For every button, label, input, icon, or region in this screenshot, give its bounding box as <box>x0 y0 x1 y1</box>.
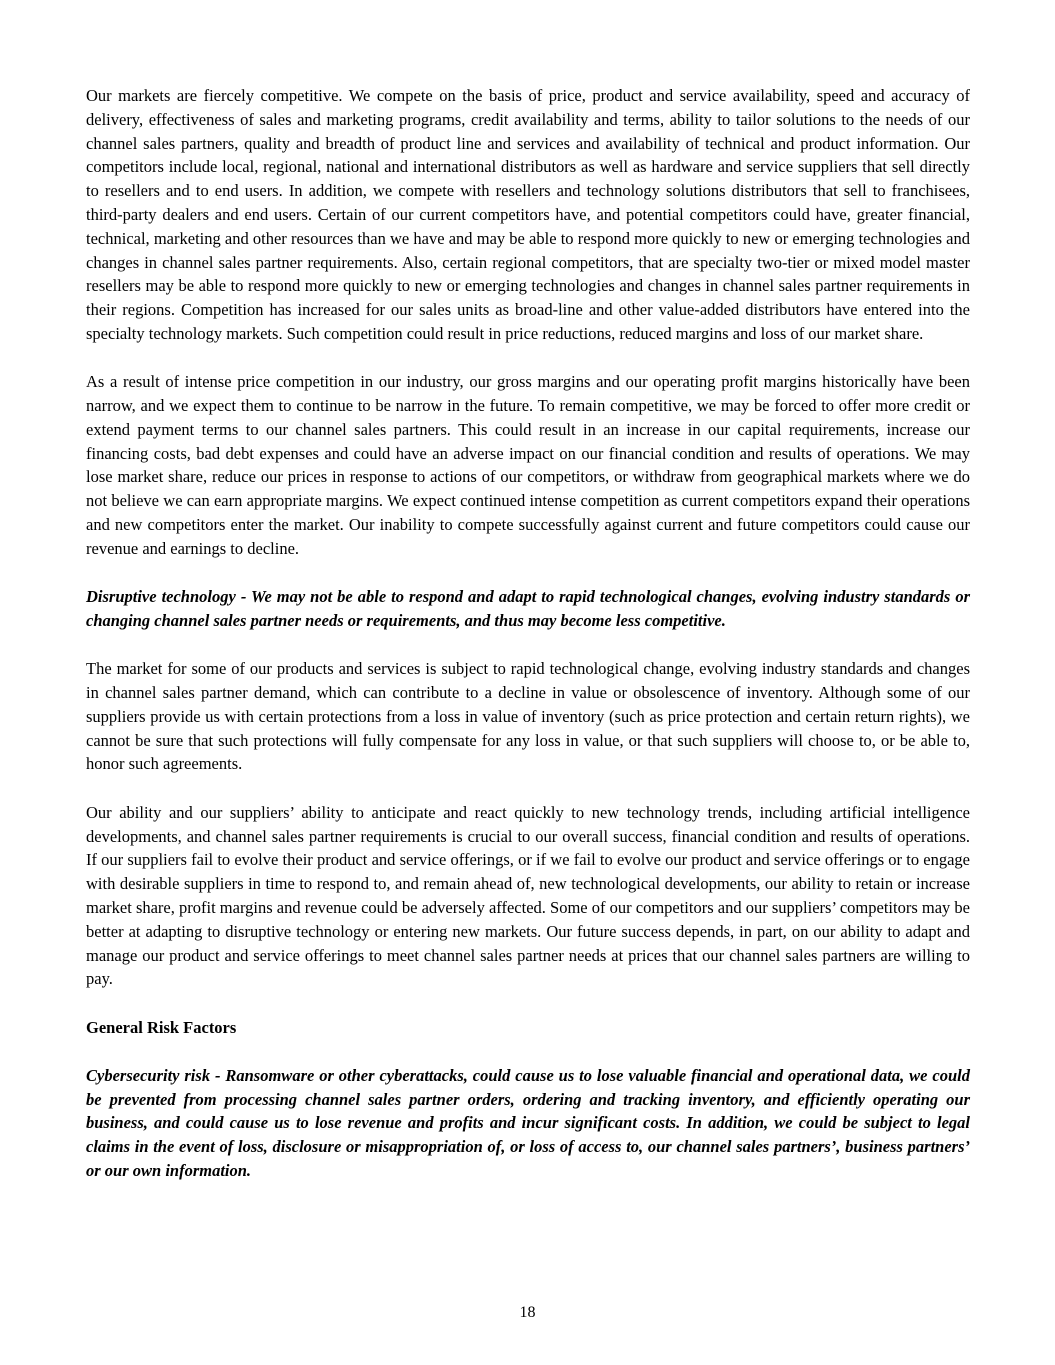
paragraph-supplier-ability: Our ability and our suppliers’ ability to anticipate and react quickly to new technology trends, including artificial intelligence developments, and channel sales partner requirements is crucial to our overall success, financial condition and results of operations. If our suppliers fail to evolve their product and service offerings, or if we fail to evolve our product and service offerings or to engage with desirable suppliers in time to respond to, and remain ahead of, new technological developments, our ability to retain or increase market share, profit margins and revenue could be adversely affected. Some of our competitors and our suppliers’ competitors may be better at adapting to disruptive technology or entering new markets. Our future success depends, in part, on our ability to adapt and manage our product and service offerings to meet channel sales partner needs at prices that our channel sales partners are willing to pay. <box>86 802 970 989</box>
paragraph-technological-change: The market for some of our products and services is subject to rapid technological change, evolving industry standards and changes in channel sales partner demand, which can contribute to a decline in value or obsolescence of inventory. Although some of our suppliers provide us with certain protections from a loss in value of inventory (such as price protection and certain return rights), we cannot be sure that such protections will fully compensate for any loss in value, or that such suppliers will choose to, or be able to, honor such agreements. <box>86 659 970 774</box>
section-heading-general-risk-factors: General Risk Factors <box>86 1017 237 1037</box>
page-number: 18 <box>519 1304 536 1321</box>
paragraph-price-competition: As a result of intense price competition in our industry, our gross margins and our operating profit margins historically have been narrow, and we expect them to continue to be narrow in the future. To remain competitive, we may be forced to offer more credit or extend payment terms to our channel sales partners. This could result in an increase in our capital requirements, increase our financing costs, bad debt expenses and could have an adverse impact on our financial condition and results of operations. We may lose market share, reduce our prices in response to actions of our competitors, or withdraw from geographical markets where we do not believe we can earn appropriate margins. We expect continued intense competition as current competitors expand their operations and new competitors enter the market. Our inability to compete successfully against current and future competitors could cause our revenue and earnings to decline. <box>86 372 970 558</box>
risk-heading-cybersecurity: Cybersecurity risk - Ransomware or other cyberattacks, could cause us to lose valuable financial and operational data, we could be prevented from processing channel sales partner orders, ordering and tracking inventory, and efficiently operating our business, and could cause us to lose revenue and profits and incur significant costs. In addition, we could be subject to legal claims in the event of loss, disclosure or misappropriation of, or loss of access to, our channel sales partners’, business partners’ or our own information. <box>86 1065 970 1181</box>
paragraph-competitive-markets: Our markets are fiercely competitive. We compete on the basis of price, product and service availability, speed and accuracy of delivery, effectiveness of sales and marketing programs, credit availability and terms, ability to tailor solutions to the needs of our channel sales partners, quality and breadth of product line and services and availability of technical and product information. Our competitors include local, regional, national and international distributors as well as hardware and service suppliers that sell directly to resellers and to end users. In addition, we compete with resellers and technology solutions distributors that sell to franchisees, third-party dealers and end users. Certain of our current competitors have, and potential competitors could have, greater financial, technical, marketing and other resources than we have and may be able to respond more quickly to new or emerging technologies and changes in channel sales partner requirements. Also, certain regional competitors, that are specialty two-tier or mixed model master resellers may be able to respond more quickly to new or emerging technologies and changes in channel sales partner requirements in their regions. Competition has increased for our sales units as broad-line and other value-added distributors have entered into the specialty technology markets. Such competition could result in price reductions, reduced margins and loss of our market share. <box>86 86 970 343</box>
risk-heading-disruptive-technology: Disruptive technology - We may not be able to respond and adapt to rapid technological changes, evolving industry standards or changing channel sales partner needs or requirements, and thus may become less competitive. <box>86 587 970 630</box>
